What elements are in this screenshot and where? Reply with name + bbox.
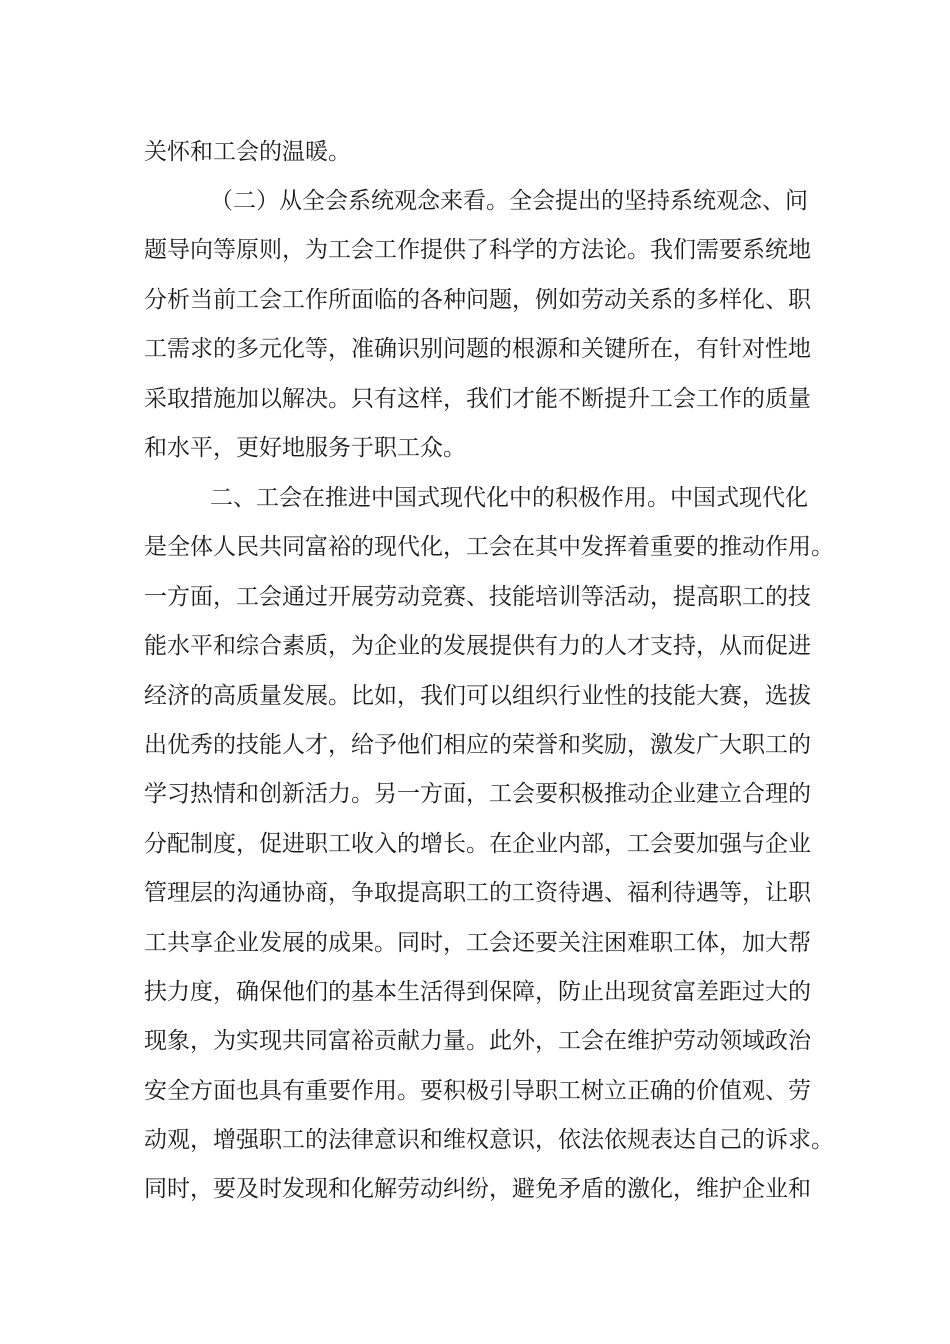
text-line: 学习热情和创新活力。另一方面，工会要积极推动企业建立合理的 [144,781,811,808]
text-line: 工需求的多元化等，准确识别问题的根源和关键所在，有针对性地 [144,336,811,363]
text-line: 安全方面也具有重要作用。要积极引导职工树立正确的价值观、劳 [144,1077,811,1104]
text-line: 动观，增强职工的法律意识和维权意识，依法依规表达自己的诉求。 [144,1127,834,1154]
paragraph-continuation [144,128,824,177]
text-line: 分析当前工会工作所面临的各种问题，例如劳动关系的多样化、职 [144,286,811,313]
text-line: 工共享企业发展的成果。同时，工会还要关注困难职工体，加大帮 [144,929,811,956]
text-line: 扶力度，确保他们的基本生活得到保障，防止出现贫富差距过大的 [144,978,811,1005]
text-line: 同时，要及时发现和化解劳动纠纷，避免矛盾的激化，维护企业和 [144,1176,811,1203]
text-line: 分配制度，促进职工收入的增长。在企业内部，工会要加强与企业 [144,830,811,857]
text-line: 管理层的沟通协商，争取提高职工的工资待遇、福利待遇等，让职 [144,880,811,907]
paragraph-system-concept [144,177,824,473]
text-line: 出优秀的技能人才，给予他们相应的荣誉和奖励，激发广大职工的 [144,731,811,758]
text-line: 能水平和综合素质，为企业的发展提供有力的人才支持，从而促进 [144,633,811,660]
paragraph-union-role [144,474,834,1215]
text-line: 经济的高质量发展。比如，我们可以组织行业性的技能大赛，选拔 [144,682,811,709]
text-line: 是全体人民共同富裕的现代化，工会在其中发挥着重要的推动作用。 [144,534,834,561]
text-line: 题导向等原则，为工会工作提供了科学的方法论。我们需要系统地 [144,237,811,264]
text-line: 一方面，工会通过开展劳动竞赛、技能培训等活动，提高职工的技 [144,583,811,610]
text-line: 二、工会在推进中国式现代化中的积极作用。中国式现代化 [210,485,808,511]
text-line: 关怀和工会的温暖。 [144,139,351,165]
text-line: 采取措施加以解决。只有这样，我们才能不断提升工会工作的质量 [144,385,811,412]
text-line: （二）从全会系统观念来看。全会提出的坚持系统观念、问 [210,188,808,214]
text-line: 现象，为实现共同富裕贡献力量。此外，工会在维护劳动领域政治 [144,1028,811,1055]
text-line: 和水平，更好地服务于职工众。 [144,434,466,461]
